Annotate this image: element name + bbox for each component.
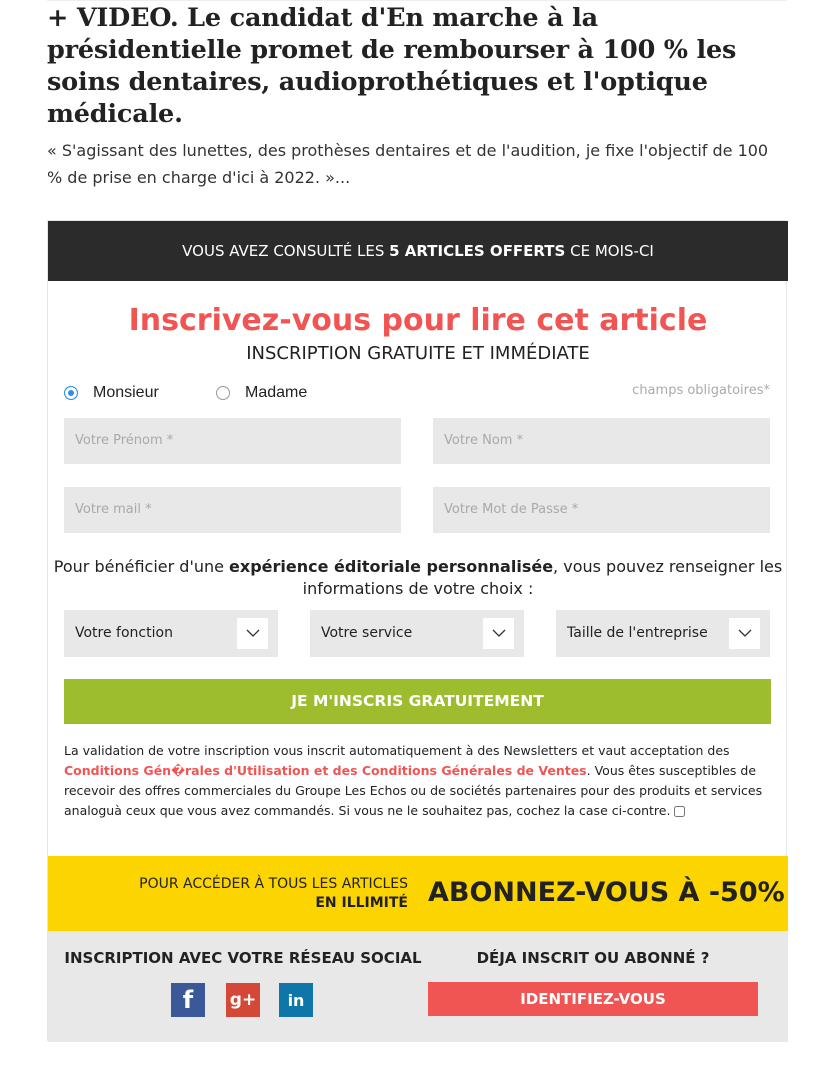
paywall-box (47, 220, 787, 1041)
function-select-value: Votre fonction (75, 625, 173, 641)
signup-subtitle: INSCRIPTION GRATUITE ET IMMÉDIATE (246, 343, 590, 364)
promo-headline[interactable]: ABONNEZ-VOUS À -50% (428, 877, 785, 908)
google-plus-icon[interactable]: g+ (226, 983, 260, 1017)
signup-title: Inscrivez-vous pour lire cet article (128, 303, 708, 338)
company-size-select-value: Taille de l'entreprise (567, 625, 708, 641)
chevron-down-icon (729, 618, 760, 649)
promo-line-1: POUR ACCÉDER À TOUS LES ARTICLES (139, 876, 408, 892)
facebook-icon[interactable]: f (171, 983, 205, 1017)
pref-text-start: Pour bénéficier d'une (53, 557, 230, 576)
required-fields-note: champs obligatoires* (632, 383, 770, 398)
login-footer (48, 931, 788, 1042)
radio-checked-icon (64, 386, 78, 400)
email-field[interactable]: Votre mail * (64, 487, 401, 533)
promo-line-2: EN ILLIMITÉ (315, 895, 408, 911)
radio-madame-label: Madame (245, 384, 308, 401)
pref-text-end: , vous pouvez renseigner les informations de votre choix : (302, 557, 783, 598)
article-excerpt: « S'agissant des lunettes, des prothèses dentaires et de l'audition, je fixe l'objectif de 100 % de prise en charge d'ici à 2022. »... (47, 141, 769, 187)
legal-text-start: La validation de votre inscription vous inscrit automatiquement à des Newsletters et vaut acceptation des (64, 743, 730, 758)
radio-monsieur[interactable] (64, 384, 159, 402)
radio-monsieur-label: Monsieur (93, 384, 159, 401)
top-divider (47, 0, 787, 1)
signup-submit-button[interactable]: JE M'INSCRIS GRATUITEMENT (64, 679, 771, 724)
lastname-field[interactable]: Votre Nom * (433, 418, 770, 464)
notice-text-end: CE MOIS-CI (565, 242, 654, 260)
linkedin-icon[interactable]: in (279, 983, 313, 1017)
pref-text-bold: expérience éditoriale personnalisée (229, 557, 554, 576)
promo-subtext (139, 875, 408, 913)
login-button[interactable]: IDENTIFIEZ-VOUS (428, 982, 758, 1016)
login-heading: DÉJA INSCRIT OU ABONNÉ ? (476, 949, 710, 967)
radio-madame[interactable] (216, 384, 307, 402)
chevron-down-icon (483, 618, 514, 649)
company-size-select[interactable] (556, 610, 770, 657)
legal-notice (64, 741, 771, 821)
service-select[interactable] (310, 610, 524, 657)
firstname-field[interactable]: Votre Prénom * (64, 418, 401, 464)
personalization-text (48, 556, 788, 600)
notice-text: VOUS AVEZ CONSULTÉ LES (182, 242, 390, 260)
article-headline: + VIDEO. Le candidat d'En marche à la présidentielle promet de rembourser à 100 % les soins dentaires, audioprothétiques et l'optique médicale. (47, 3, 737, 129)
service-select-value: Votre service (321, 625, 413, 641)
password-field[interactable]: Votre Mot de Passe * (433, 487, 770, 533)
subscribe-promo-banner[interactable] (48, 856, 788, 931)
terms-link[interactable]: Conditions Gén�rales d'Utilisation et des Conditions Générales de Ventes (64, 763, 587, 778)
optout-checkbox[interactable] (674, 806, 685, 817)
article-limit-notice (48, 221, 788, 281)
function-select[interactable] (64, 610, 278, 657)
social-signup-heading: INSCRIPTION AVEC VOTRE RÉSEAU SOCIAL (64, 949, 422, 967)
notice-count: 5 ARTICLES OFFERTS (389, 242, 566, 260)
chevron-down-icon (237, 618, 268, 649)
legal-text-end: . Vous êtes susceptibles de recevoir des offres commerciales du Groupe Les Echos ou de sociétés partenaires pour des produits et services analoguà ceux que vous avez commandés. Si vous ne le souhaitez pas, cochez la case ci-contre. (64, 763, 763, 818)
radio-unchecked-icon (216, 386, 230, 400)
